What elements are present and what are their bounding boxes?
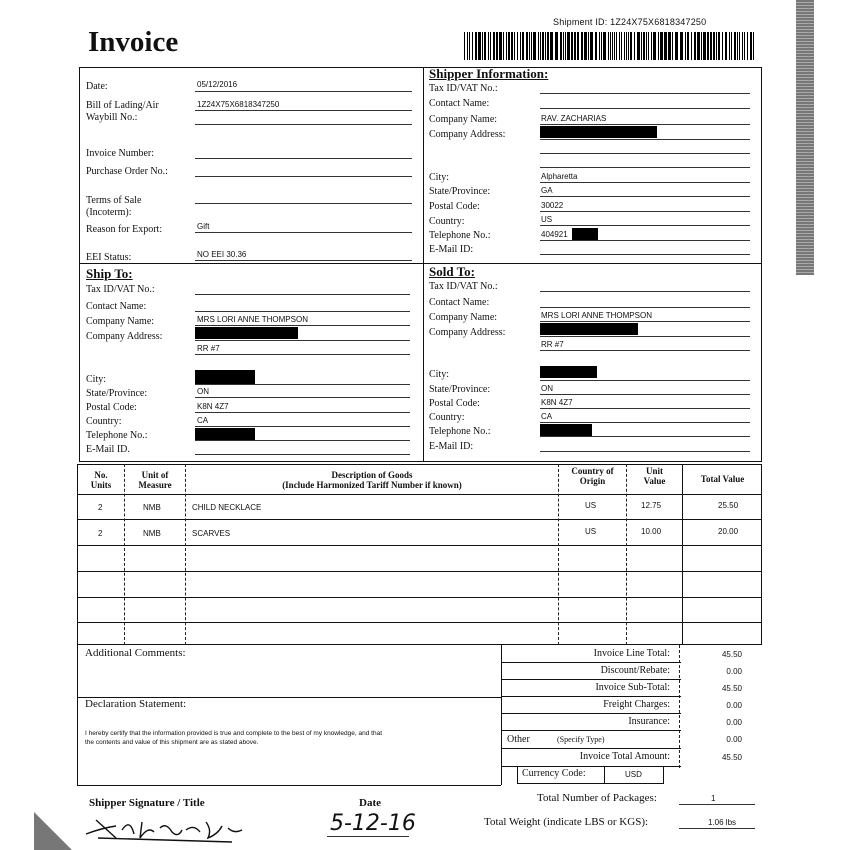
ship-to-tax-label: Tax ID/VAT No.: [86, 284, 155, 295]
barcode-bar [694, 32, 696, 60]
barcode-bar [599, 32, 600, 60]
row1-uom: NMB [143, 503, 161, 512]
row2-total: 20.00 [718, 527, 739, 536]
row2-units: 2 [98, 529, 103, 538]
barcode-bar [595, 32, 597, 60]
freight-label: Freight Charges: [603, 699, 670, 710]
barcode-bar [668, 32, 671, 60]
barcode-bar [550, 32, 553, 60]
barcode-bar [697, 32, 700, 60]
barcode-bar [685, 32, 686, 60]
sold-to-address-label: Company Address: [429, 327, 506, 338]
barcode-bar [574, 32, 576, 60]
barcode-bar [630, 32, 632, 60]
sold-to-country-value: CA [541, 412, 553, 421]
barcode-bar [641, 32, 642, 60]
barcode-bar [533, 32, 536, 60]
barcode-bar [616, 32, 617, 60]
barcode-bar [493, 32, 495, 60]
redacted-block [540, 366, 597, 378]
row2-desc: SCARVES [192, 529, 231, 538]
barcode-bar [577, 32, 579, 60]
barcode-bar [713, 32, 715, 60]
barcode-bar [508, 32, 510, 60]
additional-comments-label: Additional Comments: [85, 647, 186, 659]
date-value: 05/12/2016 [197, 80, 238, 89]
ship-to-state-value: ON [197, 387, 209, 396]
freight-value: 0.00 [726, 701, 742, 710]
line-total-label: Invoice Line Total: [593, 648, 670, 659]
barcode-bar [753, 32, 754, 60]
row1-unit-value: 12.75 [641, 501, 662, 510]
barcode-bar [744, 32, 745, 60]
discount-label: Discount/Rebate: [600, 665, 670, 676]
scan-edge-shadow [796, 0, 814, 275]
barcode-bar [612, 32, 613, 60]
other-value: 0.00 [726, 735, 742, 744]
barcode-bar [517, 32, 518, 60]
barcode-bar [660, 32, 663, 60]
shipper-phone-value: 404921 [541, 230, 568, 239]
barcode-bar [729, 32, 730, 60]
ship-to-contact-label: Contact Name: [86, 301, 147, 312]
ship-to-postal-value: K8N 4Z7 [197, 402, 229, 411]
ship-to-email-label: E-Mail ID. [86, 444, 130, 455]
ship-to-postal-label: Postal Code: [86, 402, 137, 413]
ship-to-address-line2: RR #7 [197, 344, 220, 353]
row1-desc: CHILD NECKLACE [192, 503, 262, 512]
shipper-address-label: Company Address: [429, 129, 506, 140]
barcode-bar [482, 32, 483, 60]
barcode-bar [514, 32, 515, 60]
redacted-block [540, 126, 657, 138]
barcode-bar [560, 32, 562, 60]
col-unit-of-measure: Unit of Measure [138, 470, 172, 490]
redacted-block [195, 428, 255, 440]
barcode-bar [610, 32, 611, 60]
barcode-bar [628, 32, 629, 60]
barcode-bar [675, 32, 678, 60]
barcode-bar [691, 32, 692, 60]
barcode-bar [648, 32, 649, 60]
shipper-state-value: GA [541, 186, 553, 195]
barcode-bar [547, 32, 549, 60]
row2-unit-value: 10.00 [641, 527, 662, 536]
barcode-bar [488, 32, 489, 60]
barcode-bar [496, 32, 498, 60]
barcode-bar [707, 32, 709, 60]
barcode-bar [601, 32, 602, 60]
packages-label: Total Number of Packages: [537, 792, 657, 804]
col-description: Description of Goods (Include Harmonized Tariff Number if known) [282, 470, 462, 490]
barcode-bar [526, 32, 528, 60]
barcode-bar [739, 32, 740, 60]
row1-total: 25.50 [718, 501, 739, 510]
date-label-footer: Date [359, 797, 381, 809]
barcode-bar [716, 32, 717, 60]
other-label: Other [507, 734, 530, 745]
barcode-bar [565, 32, 566, 60]
sold-to-email-label: E-Mail ID: [429, 441, 474, 452]
ship-to-city-label: City: [86, 374, 107, 385]
weight-label: Total Weight (indicate LBS or KGS): [484, 816, 649, 828]
shipment-id: Shipment ID: 1Z24X75X6818347250 [553, 17, 707, 27]
barcode-bar [621, 32, 622, 60]
other-note: (Specify Type) [557, 735, 605, 744]
shipper-contact-label: Contact Name: [429, 98, 490, 109]
barcode-bar [506, 32, 507, 60]
barcode-bar [703, 32, 706, 60]
barcode-bar [742, 32, 743, 60]
col-country-of-origin: Country of Origin [571, 466, 614, 486]
date-label: Date: [86, 81, 108, 92]
ship-to-phone-label: Telephone No.: [86, 430, 148, 441]
eei-label: EEI Status: [86, 252, 132, 263]
handwritten-date: 5-12-16 [330, 811, 416, 836]
ship-to-state-label: State/Province: [86, 388, 148, 399]
barcode-bar [634, 32, 635, 60]
sold-to-postal-value: K8N 4Z7 [541, 398, 573, 407]
barcode-bar [529, 32, 530, 60]
barcode-bar [731, 32, 732, 60]
insurance-label: Insurance: [628, 716, 670, 727]
sold-to-state-label: State/Province: [429, 384, 491, 395]
barcode-bar [664, 32, 667, 60]
redacted-block [195, 327, 298, 339]
barcode-bar [467, 32, 468, 60]
barcode-bar [680, 32, 683, 60]
sold-to-address-line2: RR #7 [541, 340, 564, 349]
row2-uom: NMB [143, 529, 161, 538]
ship-to-company-label: Company Name: [86, 316, 155, 327]
barcode-bar [538, 32, 539, 60]
ship-to-company-value: MRS LORI ANNE THOMPSON [197, 315, 308, 324]
barcode-bar [563, 32, 564, 60]
barcode-bar [555, 32, 558, 60]
barcode [464, 32, 756, 62]
bol-value: 1Z24X75X6818347250 [197, 100, 280, 109]
redacted-block [540, 424, 592, 436]
weight-value: 1.06 lbs [708, 818, 737, 827]
address-section [79, 67, 762, 462]
barcode-bar [503, 32, 504, 60]
redacted-block [540, 323, 638, 335]
barcode-bar [545, 32, 546, 60]
currency-label: Currency Code: [522, 768, 586, 779]
signature-image [82, 808, 252, 844]
sold-to-company-value: MRS LORI ANNE THOMPSON [541, 311, 652, 320]
barcode-bar [542, 32, 544, 60]
barcode-bar [522, 32, 524, 60]
shipper-country-value: US [541, 215, 553, 224]
sold-to-contact-label: Contact Name: [429, 297, 490, 308]
barcode-bar [619, 32, 620, 60]
barcode-bar [687, 32, 689, 60]
sold-to-phone-label: Telephone No.: [429, 426, 491, 437]
col-no-units: No. Units [90, 470, 112, 490]
currency-value: USD [625, 770, 642, 779]
shipper-state-label: State/Province: [429, 186, 491, 197]
barcode-bar [672, 32, 673, 60]
shipper-postal-value: 30022 [541, 201, 564, 210]
insurance-value: 0.00 [726, 718, 742, 727]
shipper-email-label: E-Mail ID: [429, 244, 474, 255]
row1-units: 2 [98, 503, 103, 512]
barcode-bar [472, 32, 473, 60]
shipper-tax-label: Tax ID/VAT No.: [429, 83, 498, 94]
barcode-bar [747, 32, 748, 60]
barcode-bar [499, 32, 502, 60]
barcode-bar [484, 32, 486, 60]
barcode-bar [734, 32, 736, 60]
barcode-bar [567, 32, 570, 60]
barcode-bar [626, 32, 627, 60]
barcode-bar [531, 32, 532, 60]
barcode-bar [614, 32, 615, 60]
barcode-bar [475, 32, 477, 60]
sold-to-tax-label: Tax ID/VAT No.: [429, 281, 498, 292]
sold-to-city-label: City: [429, 369, 450, 380]
barcode-bar [646, 32, 647, 60]
scan-corner-shadow [34, 812, 72, 850]
barcode-bar [725, 32, 727, 60]
bol-label: Bill of Lading/Air Waybill No.: [86, 100, 159, 123]
invoice-number-label: Invoice Number: [86, 148, 155, 159]
shipper-phone-label: Telephone No.: [429, 230, 491, 241]
barcode-bar [651, 32, 652, 60]
shipper-city-label: City: [429, 172, 450, 183]
barcode-bar [584, 32, 587, 60]
items-table [77, 464, 762, 645]
line-total-value: 45.50 [721, 650, 742, 659]
discount-value: 0.00 [726, 667, 742, 676]
packages-value: 1 [711, 794, 716, 803]
subtotal-label: Invoice Sub-Total: [595, 682, 670, 693]
row2-origin: US [585, 527, 597, 536]
po-label: Purchase Order No.: [86, 166, 168, 177]
barcode-bar [718, 32, 720, 60]
barcode-bar [590, 32, 593, 60]
terms-label: Terms of Sale (Incoterm): [86, 195, 142, 218]
ship-to-country-value: CA [197, 416, 209, 425]
barcode-bar [490, 32, 491, 60]
ship-to-address-label: Company Address: [86, 331, 163, 342]
barcode-bar [469, 32, 470, 60]
subtotal-value: 45.50 [721, 684, 742, 693]
sold-to-state-value: ON [541, 384, 553, 393]
signature-label: Shipper Signature / Title [89, 797, 205, 809]
sold-to-company-label: Company Name: [429, 312, 498, 323]
barcode-bar [658, 32, 659, 60]
col-unit-value: Unit Value [643, 466, 666, 486]
barcode-bar [520, 32, 521, 60]
eei-value: NO EEI 30.36 [197, 250, 247, 259]
barcode-bar [511, 32, 513, 60]
reason-label: Reason for Export: [86, 224, 163, 235]
sold-to-postal-label: Postal Code: [429, 398, 480, 409]
declaration-text: I hereby certify that the information provided is true and complete to the best of my knowledge, and that the contents and value of this shipment are as stated above. [85, 730, 383, 746]
shipper-company-value: RAV. ZACHARIAS [541, 114, 607, 123]
barcode-bar [722, 32, 723, 60]
col-total-value: Total Value [700, 474, 745, 484]
shipper-country-label: Country: [429, 216, 465, 227]
shipper-city-value: Alpharetta [541, 172, 578, 181]
barcode-bar [737, 32, 738, 60]
barcode-bar [478, 32, 481, 60]
invoice-total-value: 45.50 [721, 753, 742, 762]
redacted-block [572, 228, 598, 240]
barcode-bar [581, 32, 583, 60]
barcode-bar [643, 32, 645, 60]
invoice-total-label: Invoice Total Amount: [579, 751, 670, 762]
barcode-bar [571, 32, 573, 60]
sold-to-heading: Sold To: [429, 264, 475, 279]
shipper-company-label: Company Name: [429, 114, 498, 125]
row1-origin: US [585, 501, 597, 510]
barcode-bar [540, 32, 541, 60]
barcode-bar [608, 32, 609, 60]
barcode-bar [603, 32, 606, 60]
reason-value: Gift [197, 222, 210, 231]
barcode-bar [653, 32, 656, 60]
ship-to-country-label: Country: [86, 416, 122, 427]
sold-to-country-label: Country: [429, 412, 465, 423]
shipper-postal-label: Postal Code: [429, 201, 480, 212]
barcode-bar [637, 32, 640, 60]
barcode-bar [710, 32, 712, 60]
invoice-title: Invoice [88, 26, 179, 58]
barcode-bar [701, 32, 702, 60]
declaration-label: Declaration Statement: [85, 698, 187, 710]
ship-to-heading: Ship To: [86, 266, 133, 281]
barcode-bar [464, 32, 465, 60]
barcode-bar [588, 32, 589, 60]
barcode-bar [750, 32, 752, 60]
barcode-bar [624, 32, 625, 60]
redacted-block [195, 370, 255, 384]
shipper-heading: Shipper Information: [429, 66, 549, 81]
